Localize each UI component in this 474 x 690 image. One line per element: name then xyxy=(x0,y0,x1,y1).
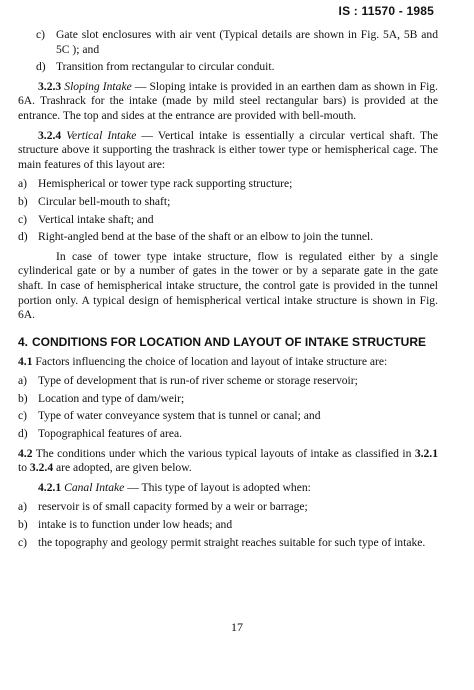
list-text: Transition from rectangular to circular conduit. xyxy=(56,60,275,74)
list-item xyxy=(18,195,438,210)
section-title: CONDITIONS FOR LOCATION AND LAYOUT OF INTAKE STRUCTURE xyxy=(32,334,426,349)
list-item xyxy=(18,177,438,192)
list-text: the topography and geology permit straight reaches suitable for such type of intake. xyxy=(38,535,426,549)
list-text: Hemispherical or tower type rack supporting structure; xyxy=(38,177,293,191)
clause-text: — This type of layout is adopted when: xyxy=(124,480,311,494)
page-number: 17 xyxy=(231,620,243,634)
list-text: Right-angled bend at the base of the shaft or an elbow to join the tunnel. xyxy=(38,230,374,244)
standard-number: IS : 11570 - 1985 xyxy=(338,4,434,18)
list-text: Circular bell-mouth to shaft; xyxy=(38,194,171,208)
list-marker: d) xyxy=(18,230,28,244)
clause-3-2-4-list xyxy=(18,177,438,244)
clause-number: 4.1 xyxy=(18,354,33,368)
clause-4-2-1 xyxy=(18,481,438,496)
clause-number: 3.2.3 xyxy=(38,79,62,93)
clause-title: Vertical Intake xyxy=(66,128,137,142)
clause-number: 4.2 xyxy=(18,446,33,460)
list-marker: b) xyxy=(18,518,28,532)
list-text: Location and type of dam/weir; xyxy=(38,391,185,405)
list-item xyxy=(36,60,438,75)
list-marker: c) xyxy=(18,212,28,226)
list-marker: a) xyxy=(18,177,28,191)
clause-number: 4.2.1 xyxy=(38,480,62,494)
list-text: Type of water conveyance system that is tunnel or canal; and xyxy=(38,409,321,423)
list-item xyxy=(18,536,438,551)
list-marker: b) xyxy=(18,391,28,405)
list-item xyxy=(18,230,438,245)
clause-4-1 xyxy=(18,355,438,370)
clause-reference: 3.2.1 xyxy=(414,446,438,460)
list-item xyxy=(18,392,438,407)
list-text: reservoir is of small capacity formed by a weir or barrage; xyxy=(38,500,308,514)
list-item xyxy=(18,518,438,533)
list-marker: c) xyxy=(36,28,46,41)
clause-4-2 xyxy=(18,447,438,476)
clause-3-2-4 xyxy=(18,129,438,173)
list-item xyxy=(18,374,438,389)
clause-number: 3.2.4 xyxy=(38,128,62,142)
clause-title: Sloping Intake xyxy=(64,79,132,93)
list-marker: a) xyxy=(18,374,28,388)
clause-text: to xyxy=(18,461,30,475)
clause-text: are adopted, are given below. xyxy=(53,461,192,475)
top-list xyxy=(18,28,438,75)
list-item xyxy=(18,213,438,228)
list-marker: c) xyxy=(18,535,28,549)
list-item xyxy=(18,500,438,515)
clause-4-1-list xyxy=(18,374,438,441)
clause-4-2-1-list xyxy=(18,500,438,550)
list-text: intake is to function under low heads; and xyxy=(38,518,233,532)
section-4-heading xyxy=(18,335,438,349)
clause-text: Factors influencing the choice of location and layout of intake structure are: xyxy=(32,354,388,368)
tower-intake-paragraph: In case of tower type intake structure, flow is regulated either by a single cylinderical gate or by a number of gates in the tower or by a separate gate in the gate shaft. In case of hemispherical intake structure, the control gate is provided in the tunnel portion only. A typical design of hemispherical vertical intake structure is shown in Fig. 6A. xyxy=(18,249,438,322)
clause-reference: 3.2.4 xyxy=(29,461,54,475)
list-item xyxy=(36,28,438,57)
clause-title: Canal Intake xyxy=(64,480,125,494)
list-marker: d) xyxy=(18,427,28,441)
list-marker: d) xyxy=(36,60,46,74)
clause-3-2-3 xyxy=(18,80,438,124)
list-item xyxy=(18,427,438,442)
list-marker: a) xyxy=(18,500,28,514)
list-text: Vertical intake shaft; and xyxy=(38,212,154,226)
section-number: 4. xyxy=(18,334,29,349)
list-text: Type of development that is run-of river scheme or storage reservoir; xyxy=(38,374,358,388)
list-text: Topographical features of area. xyxy=(38,427,183,441)
clause-text: — Sloping intake is provided in an earthen dam as shown in Fig. 6A. Trashrack for the intake (made by mild steel rectangular bars) is provided at the entrance. The top and sides at the entrance are provided with bell-mouth. xyxy=(18,79,438,122)
clause-text: The conditions under which the various typical layouts of intake as classified in xyxy=(32,446,415,460)
list-item xyxy=(18,409,438,424)
page-content xyxy=(18,28,438,555)
list-text: Gate slot enclosures with air vent (Typical details are shown in Fig. 5A, 5B and 5C ); and xyxy=(56,28,438,56)
list-marker: b) xyxy=(18,194,28,208)
list-marker: c) xyxy=(18,409,28,423)
clause-text: — Vertical intake is essentially a circular vertical shaft. The structure above it supporting the trashrack is either tower type or hemispherical cage. The main features of this layout are: xyxy=(18,128,438,171)
